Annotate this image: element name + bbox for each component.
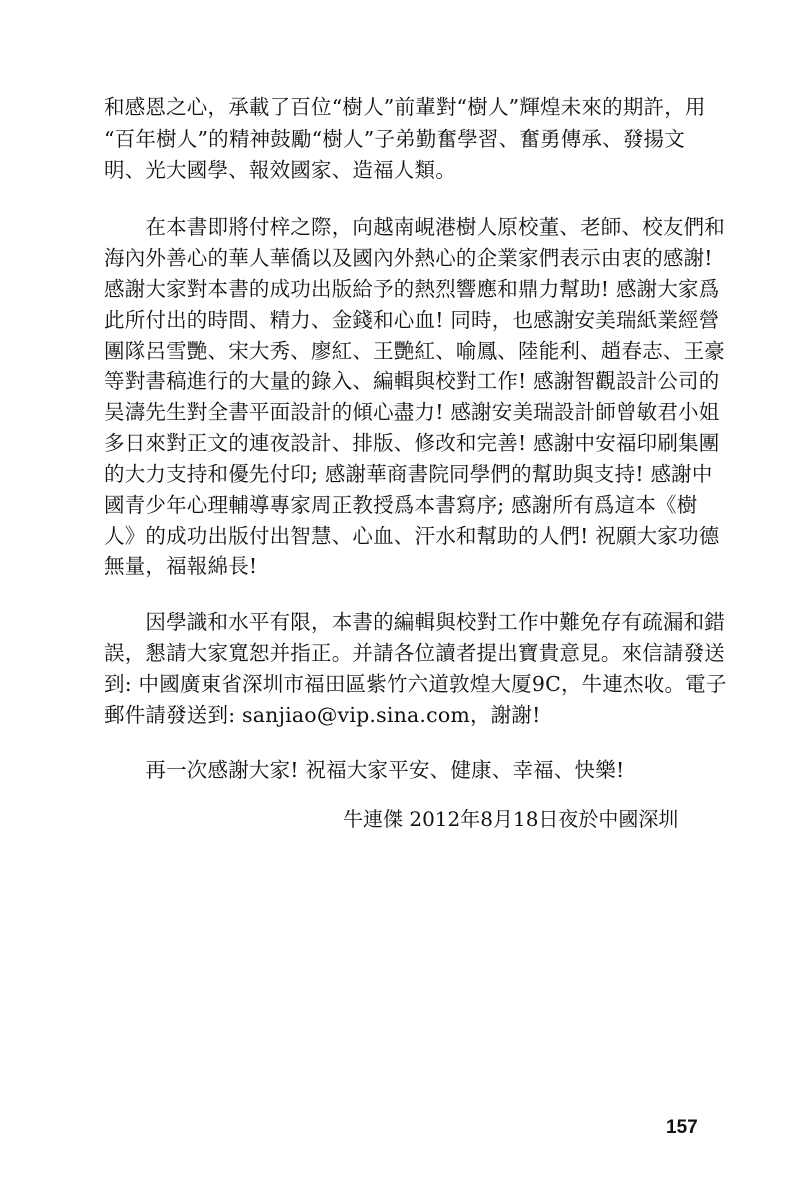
body-line: 國青少年心理輔導專家周正教授爲本書寫序; 感謝所有爲這本《樹 bbox=[104, 493, 698, 517]
body-line: 海內外善心的華人華僑以及國內外熱心的企業家們表示由衷的感謝! bbox=[104, 246, 713, 270]
body-line: 誤，懇請大家寬恕并指正。并請各位讀者提出寶貴意見。來信請發送 bbox=[104, 641, 725, 665]
body-line: 無量，福報綿長! bbox=[104, 554, 258, 578]
signature: 牛連傑 2012年8月18日夜於中國深圳 bbox=[343, 807, 679, 831]
body-line: 等對書稿進行的大量的錄入、編輯與校對工作! 感謝智觀設計公司的 bbox=[104, 369, 720, 393]
body-line: 多日來對正文的連夜設計、排版、修改和完善! 感謝中安福印刷集團 bbox=[104, 431, 720, 455]
body-line: 和感恩之心，承載了百位“樹人”前輩對“樹人”輝煌未來的期許，用 bbox=[104, 95, 706, 119]
body-line: “百年樹人”的精神鼓勵“樹人”子弟勤奮學習、奮勇傳承、發揚文 bbox=[104, 127, 685, 151]
body-line: 吴濤先生對全書平面設計的傾心盡力! 感謝安美瑞設計師曾敏君小姐 bbox=[104, 400, 720, 424]
body-line: 到: 中國廣東省深圳市福田區紫竹六道敦煌大厦9C，牛連杰收。電子 bbox=[104, 672, 727, 696]
body-line: 人》的成功出版付出智慧、心血、汗水和幫助的人們! 祝願大家功德 bbox=[104, 524, 720, 548]
body-line: 因學識和水平有限，本書的編輯與校對工作中難免存有疏漏和錯 bbox=[104, 610, 725, 634]
body-line: 感謝大家對本書的成功出版給予的熱烈響應和鼎力幫助! 感謝大家爲 bbox=[104, 277, 720, 301]
body-line: 明、光大國學、報效國家、造福人類。 bbox=[104, 158, 456, 182]
body-line: 的大力支持和優先付印; 感謝華商書院同學們的幫助與支持! 感謝中 bbox=[104, 462, 713, 486]
body-line: 在本書即將付梓之際，向越南峴港樹人原校董、老師、校友們和 bbox=[104, 215, 725, 239]
body-line: 此所付出的時間、精力、金錢和心血! 同時，也感謝安美瑞紙業經營 bbox=[104, 308, 720, 332]
body-line: 團隊呂雪艷、宋大秀、廖紅、王艷紅、喻鳳、陸能利、趙春志、王豪 bbox=[104, 339, 725, 363]
body-line: 再一次感謝大家! 祝福大家平安、健康、幸福、快樂! bbox=[104, 758, 625, 782]
page-number: 157 bbox=[666, 1117, 698, 1138]
body-line: 郵件請發送到: sanjiao@vip.sina.com，謝謝! bbox=[104, 703, 541, 727]
